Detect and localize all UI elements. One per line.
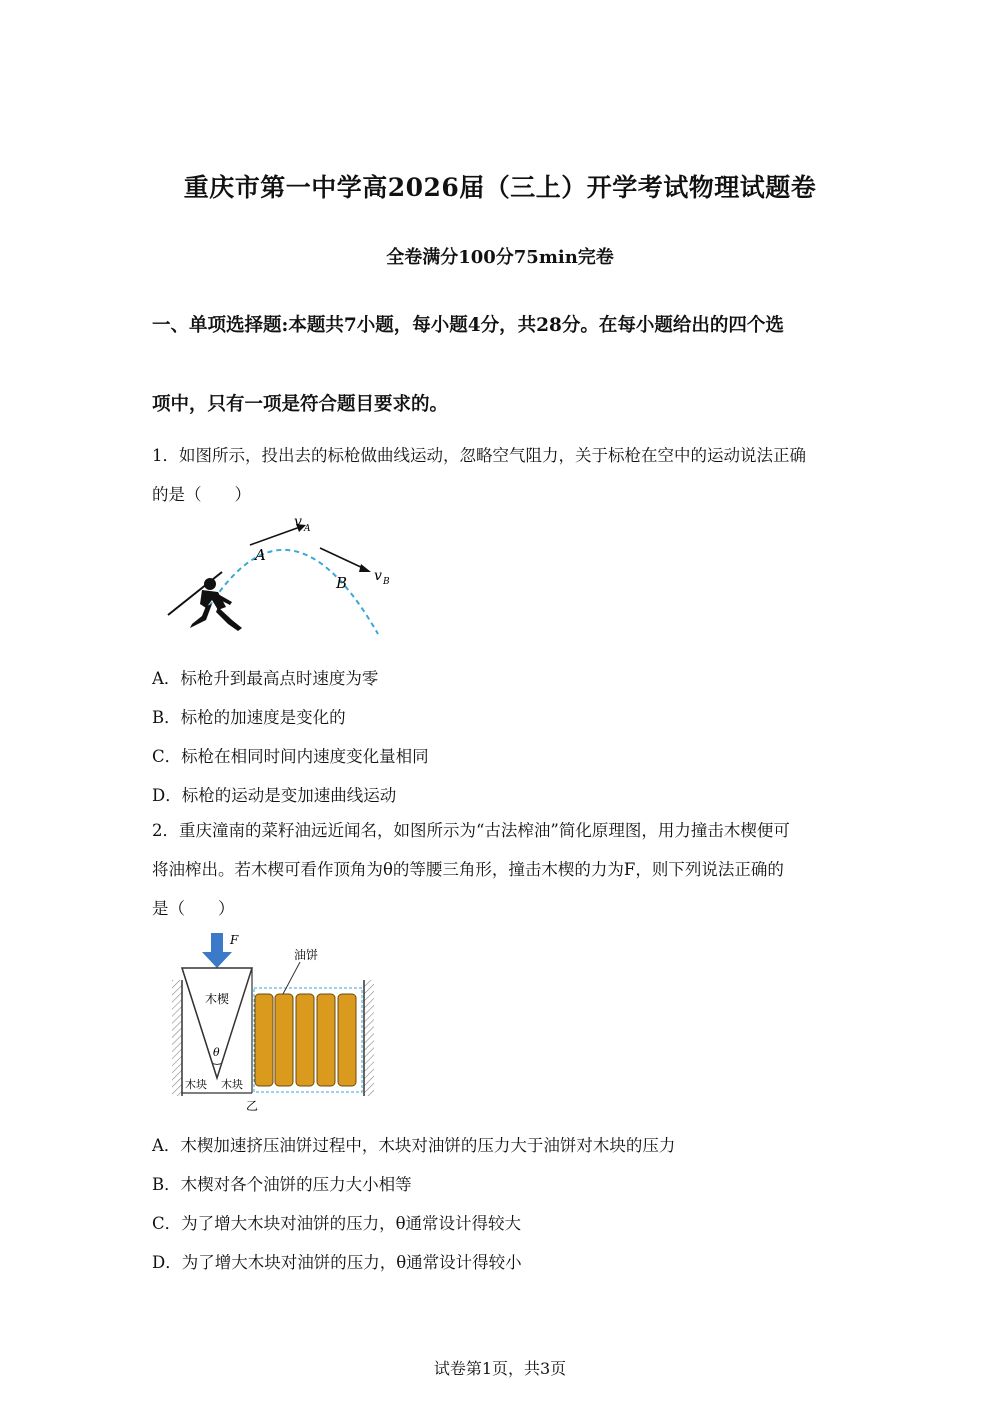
section-heading-line2: 项中，只有一项是符合题目要求的。 [152,394,449,415]
label-force-f: F [230,933,239,947]
label-oil-cake: 油饼 [294,948,319,962]
question-1-stem-line1: 1．如图所示，投出去的标枪做曲线运动，忽略空气阻力，关于标枪在空中的运动说法正确 [152,446,806,465]
wooden-wedge [182,968,252,1078]
javelin-trajectory-figure [160,512,400,642]
q2-option-b[interactable]: B．木楔对各个油饼的压力大小相等 [152,1175,412,1194]
page-footer: 试卷第1页，共3页 [433,1359,567,1378]
velocity-arrow-a [250,527,300,545]
label-va: v [294,514,302,530]
q2-option-d[interactable]: D．为了增大木块对油饼的压力，θ通常设计得较小 [152,1253,522,1272]
oil-cake-stack [255,994,356,1086]
question-2-stem-line3: 是（ ） [152,899,235,918]
oil-cake [317,994,335,1086]
label-vb: v [374,568,382,584]
q2-option-c[interactable]: C．为了增大木块对油饼的压力，θ通常设计得较大 [152,1214,522,1233]
q1-option-c[interactable]: C．标枪在相同时间内速度变化量相同 [152,747,429,766]
q1-option-d[interactable]: D．标枪的运动是变加速曲线运动 [152,786,397,805]
velocity-arrowhead-b [359,564,371,572]
left-wall [172,980,182,1096]
label-block-left: 木块 [185,1078,207,1091]
label-theta: θ [213,1046,220,1059]
question-2-stem-line2: 将油榨出。若木楔可看作顶角为θ的等腰三角形，撞击木楔的力为F，则下列说法正确的 [152,860,784,879]
exam-title: 重庆市第一中学高2026届（三上）开学考试物理试题卷 [183,173,817,202]
figure-caption: 乙 [246,1099,259,1113]
q2-option-a[interactable]: A．木楔加速挤压油饼过程中，木块对油饼的压力大于油饼对木块的压力 [152,1136,676,1155]
right-wall [364,980,374,1096]
q1-option-a[interactable]: A．标枪升到最高点时速度为零 [152,669,379,688]
question-2-stem-line1: 2．重庆潼南的菜籽油远近闻名，如图所示为“古法榨油”简化原理图，用力撞击木楔便可 [152,821,790,840]
label-vb-subscript: B [383,577,390,587]
label-point-b: B [336,574,348,592]
oil-press-figure [168,928,383,1118]
force-arrow-icon [202,933,232,968]
section-heading-line1: 一、单项选择题:本题共7小题，每小题4分，共28分。在每小题给出的四个选 [152,315,784,336]
q1-option-b[interactable]: B．标枪的加速度是变化的 [152,708,346,727]
exam-subtitle: 全卷满分100分75min完卷 [386,247,614,268]
label-point-a: A [255,546,266,564]
oil-cake [255,994,273,1086]
javelin-thrower-icon [168,572,242,631]
velocity-arrow-b [320,548,365,569]
oil-cake [275,994,293,1086]
question-1-stem-line2: 的是（ ） [152,485,251,504]
label-wedge: 木楔 [205,992,230,1006]
label-va-subscript: A [304,524,311,534]
label-block-right: 木块 [221,1078,243,1091]
oil-cake [296,994,314,1086]
oil-cake [338,994,356,1086]
